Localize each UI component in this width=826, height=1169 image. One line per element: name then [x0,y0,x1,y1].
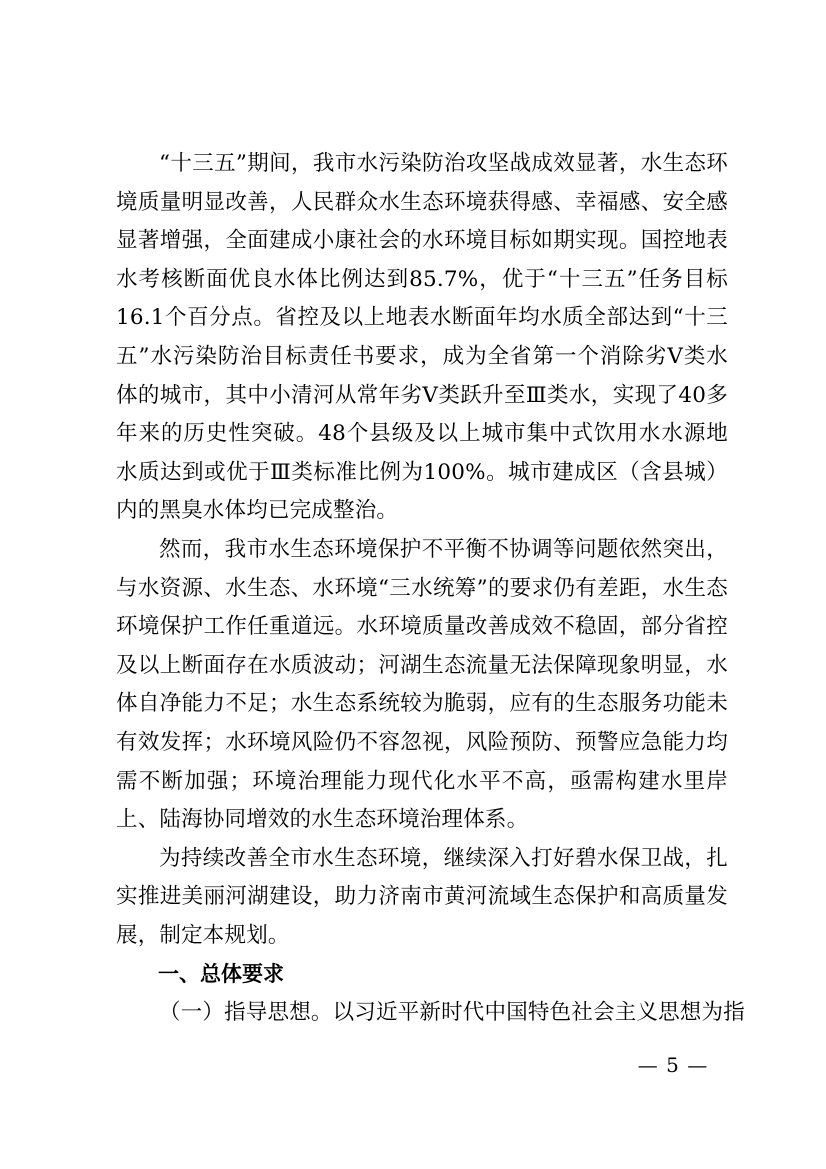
document-body [116,145,745,1033]
paragraph-problems: 然而，我市水生态环境保护不平衡不协调等问题依然突出，与水资源、水生态、水环境“三水统筹”的要求仍有差距，水生态环境保护工作任重道远。水环境质量改善成效不稳固，部分省控及以上断面存在水质波动；河湖生态流量无法保障现象明显，水体自净能力不足；水生态系统较为脆弱，应有的生态服务功能未有效发挥；水环境风险仍不容忽视，风险预防、预警应急能力均需不断加强；环境治理能力现代化水平不高，亟需构建水里岸上、陆海协同增效的水生态环境治理体系。 [116,536,728,833]
subsection-guiding-thought [116,994,745,1033]
section-heading: 一、总体要求 [158,962,284,987]
page-number: — 5 — [637,1053,709,1077]
subsection-label: （一）指导思想。 [159,1000,333,1026]
paragraph-achievements: “十三五”期间，我市水污染防治攻坚战成效显著，水生态环境质量明显改善，人民群众水生态环境获得感、幸福感、安全感显著增强，全面建成小康社会的水环境目标如期实现。国控地表水考核断面优良水体比例达到85.7%，优于“十三五”任务目标16.1个百分点。省控及以上地表水断面年均水质全部达到“十三五”水污染防治目标责任书要求，成为全省第一个消除劣Ⅴ类水体的城市，其中小清河从常年劣Ⅴ类跃升至Ⅲ类水，实现了40多年来的历史性突破。48个县级及以上城市集中式饮用水水源地水质达到或优于Ⅲ类标准比例为100%。城市建成区（含县城）内的黑臭水体均已完成整治。 [116,151,728,524]
paragraph-purpose: 为持续改善全市水生态环境，继续深入打好碧水保卫战，扎实推进美丽河湖建设，助力济南市黄河流域生态保护和高质量发展，制定本规划。 [116,845,728,948]
subsection-text: 以习近平新时代中国特色社会主义思想为指 [332,1000,745,1026]
